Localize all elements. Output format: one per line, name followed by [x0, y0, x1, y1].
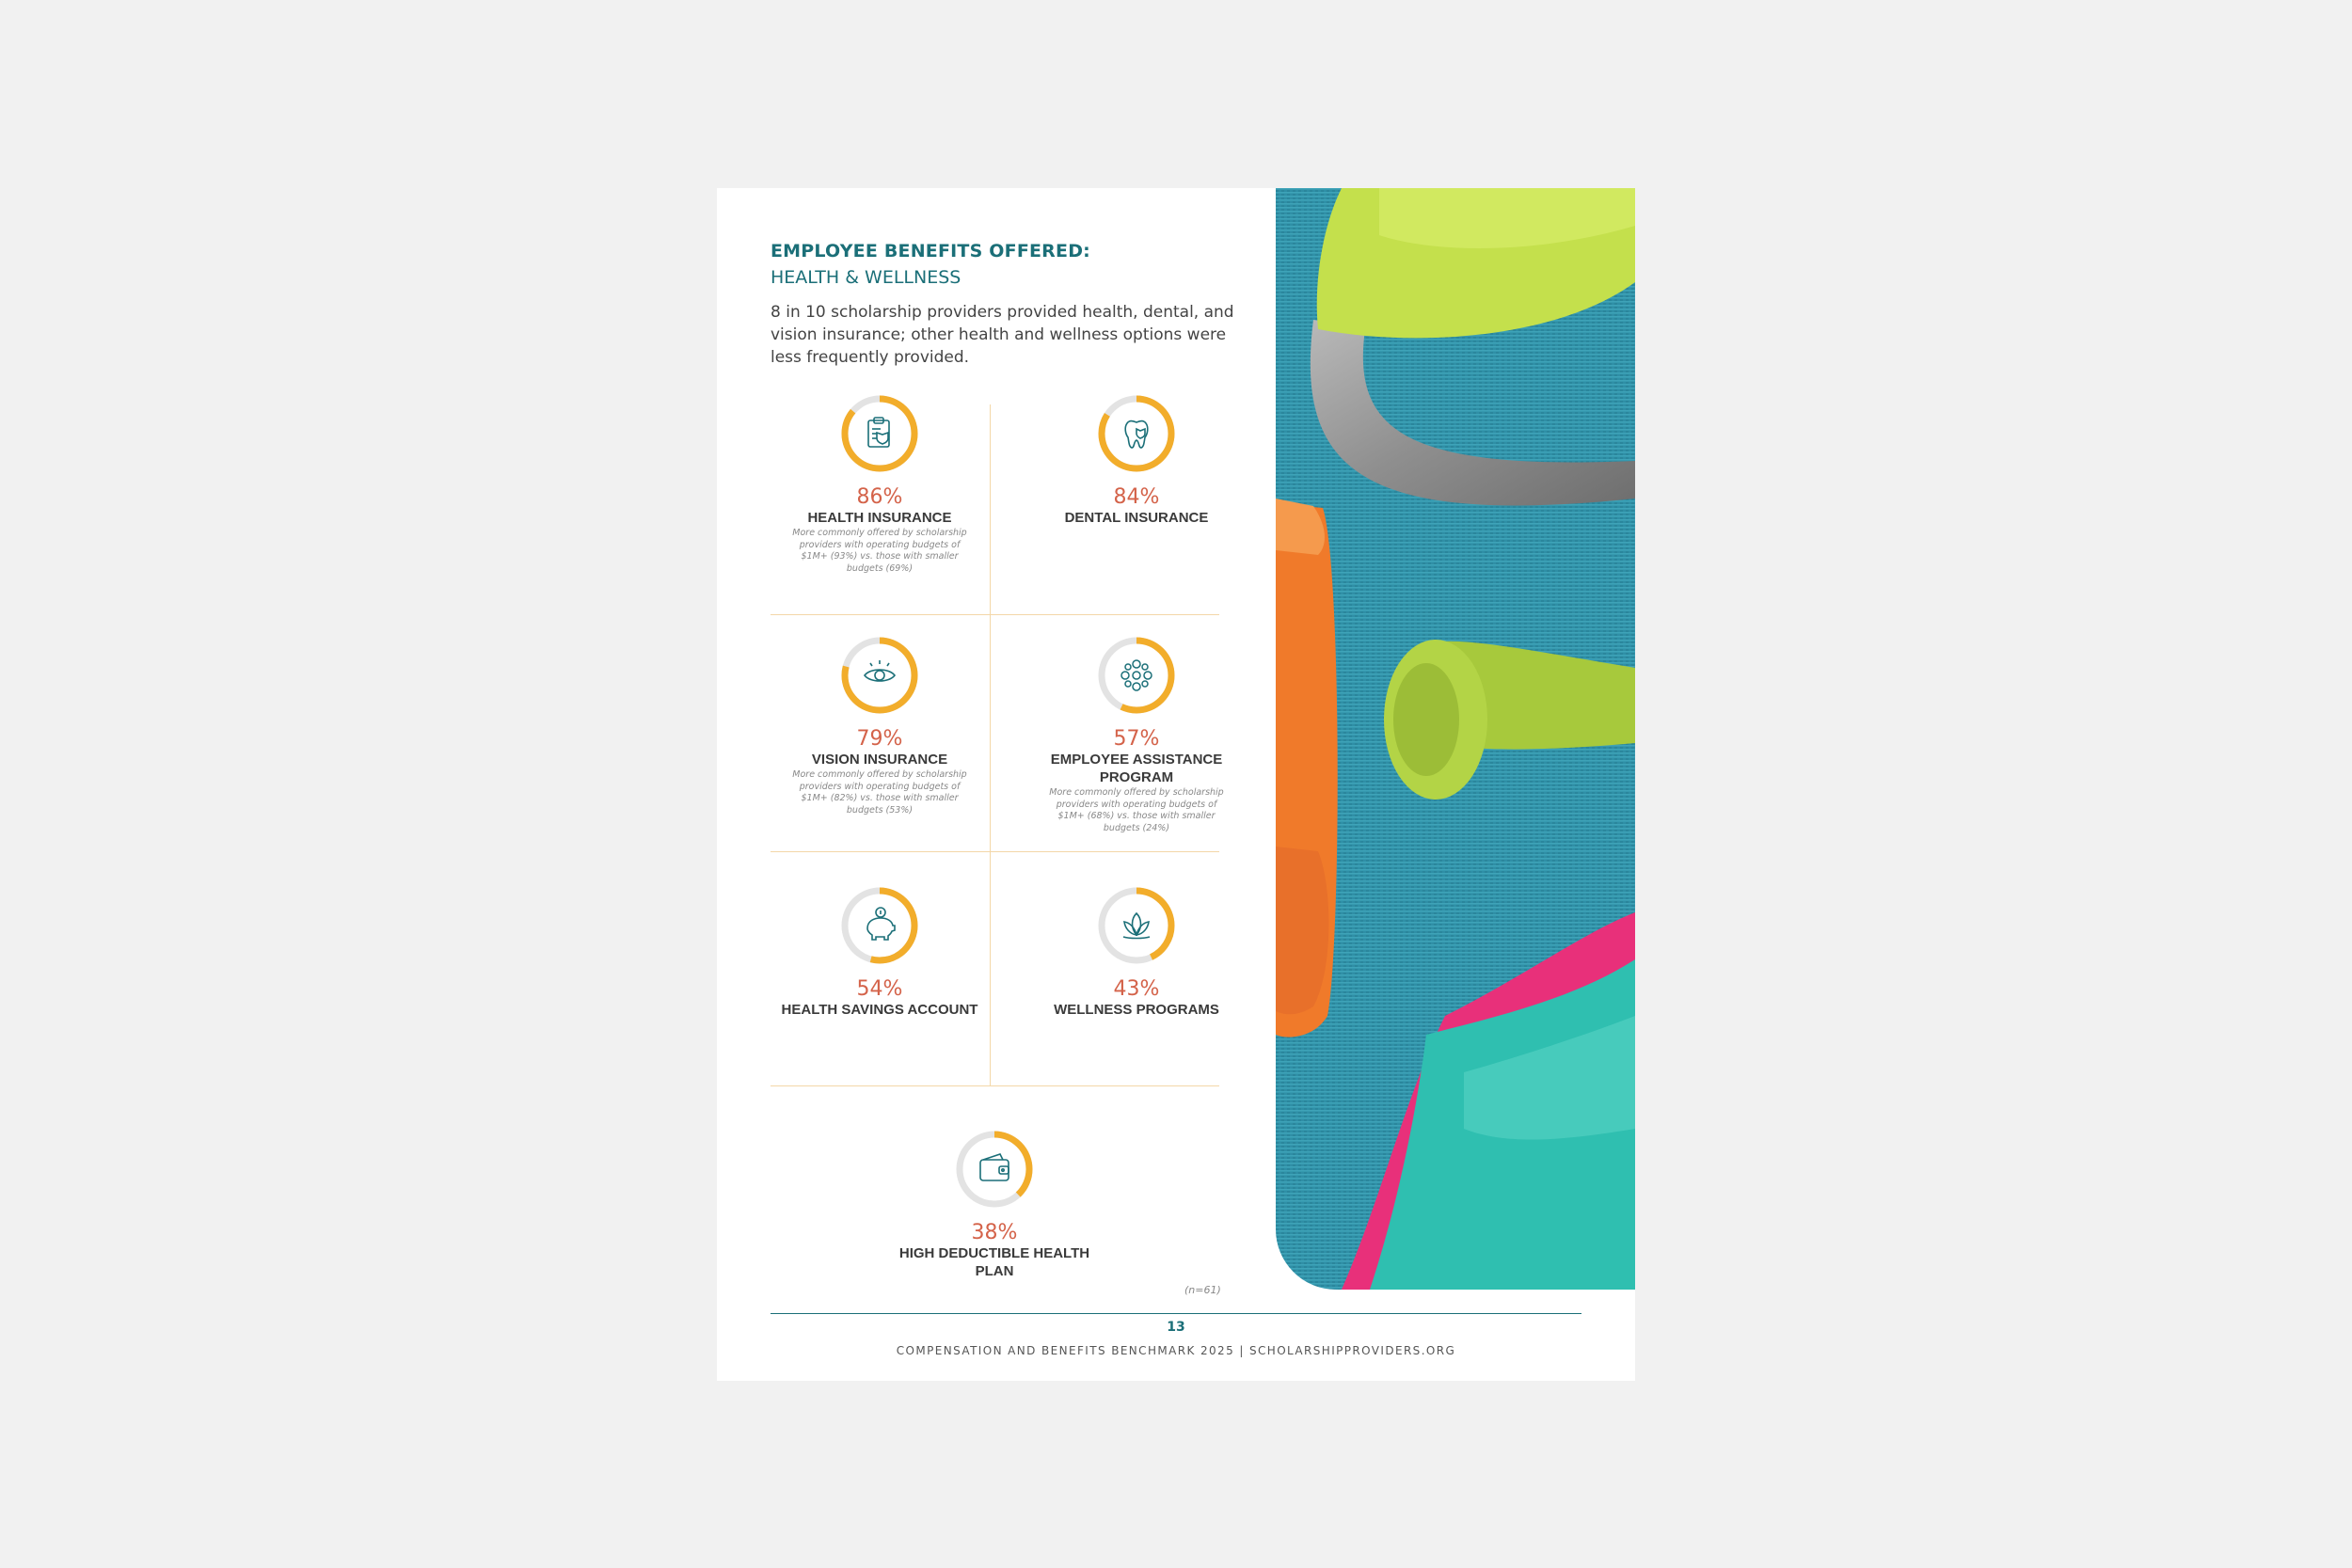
sample-size-note: (n=61)	[1184, 1284, 1221, 1296]
benefit-label: VISION INSURANCE	[811, 752, 948, 768]
report-page	[717, 188, 1635, 1381]
footer-text: COMPENSATION AND BENEFITS BENCHMARK 2025 | SCHOLARSHIPPROVIDERS.ORG	[896, 1344, 1456, 1357]
benefit-note: More commonly offered by scholarship providers with operating budgets of $1M+ (82%) vs. those with smaller budgets (53%)	[792, 769, 967, 816]
grid-divider-vertical	[990, 404, 991, 1085]
wallet-icon	[980, 1154, 1009, 1180]
benefit-label: WELLNESS PROGRAMS	[1054, 1002, 1219, 1018]
benefit-percent: 79%	[856, 727, 903, 751]
benefit-note: More commonly offered by scholarship providers with operating budgets of $1M+ (68%) vs. those with smaller budgets (24%)	[1049, 787, 1224, 833]
page-title: EMPLOYEE BENEFITS OFFERED:	[771, 241, 1090, 261]
benefit-percent: 57%	[1113, 727, 1160, 751]
benefit-label: HEALTH SAVINGS ACCOUNT	[781, 1002, 978, 1018]
benefit-dental-insurance	[1028, 393, 1245, 527]
benefit-high-deductible-plan	[886, 1129, 1103, 1280]
piggy-bank-icon	[867, 908, 895, 940]
intro-text: 8 in 10 scholarship providers provided health, dental, and vision insurance; other health and wellness options were less frequently provided.	[771, 303, 1234, 367]
people-circle-icon	[1121, 660, 1152, 690]
eye-icon	[865, 660, 895, 681]
tooth-icon	[1125, 421, 1148, 448]
fitness-equipment-photo	[1276, 188, 1635, 1290]
footer-rule	[771, 1313, 1581, 1314]
benefit-percent: 86%	[856, 485, 903, 509]
donut-ring	[839, 635, 920, 716]
lotus-icon	[1123, 913, 1150, 939]
grid-divider-3	[771, 1085, 1219, 1086]
benefit-label: DENTAL INSURANCE	[1064, 510, 1209, 526]
benefit-percent: 54%	[856, 977, 903, 1001]
page-subtitle: HEALTH & WELLNESS	[771, 267, 961, 288]
benefit-percent: 43%	[1113, 977, 1160, 1001]
benefit-health-savings-account	[771, 885, 988, 1019]
donut-ring	[1096, 885, 1177, 966]
benefit-employee-assistance	[1028, 635, 1245, 834]
benefit-health-insurance	[771, 393, 988, 575]
benefit-label: HIGH DEDUCTIBLE HEALTH PLAN	[898, 1245, 1090, 1279]
benefit-percent: 84%	[1113, 485, 1160, 509]
donut-ring	[954, 1129, 1035, 1210]
clipboard-icon	[868, 418, 889, 447]
grid-divider-2	[771, 851, 1219, 852]
donut-ring	[1096, 635, 1177, 716]
benefit-percent: 38%	[971, 1221, 1018, 1244]
donut-ring	[1096, 393, 1177, 474]
benefit-label: EMPLOYEE ASSISTANCE PROGRAM	[1050, 752, 1223, 785]
benefit-note: More commonly offered by scholarship providers with operating budgets of $1M+ (93%) vs. those with smaller budgets (69%)	[792, 528, 967, 574]
benefit-wellness-programs	[1028, 885, 1245, 1019]
benefit-label: HEALTH INSURANCE	[807, 510, 952, 526]
page-number: 13	[1167, 1320, 1185, 1335]
donut-ring	[839, 393, 920, 474]
donut-ring	[839, 885, 920, 966]
grid-divider-1	[771, 614, 1219, 615]
benefit-vision-insurance	[771, 635, 988, 816]
